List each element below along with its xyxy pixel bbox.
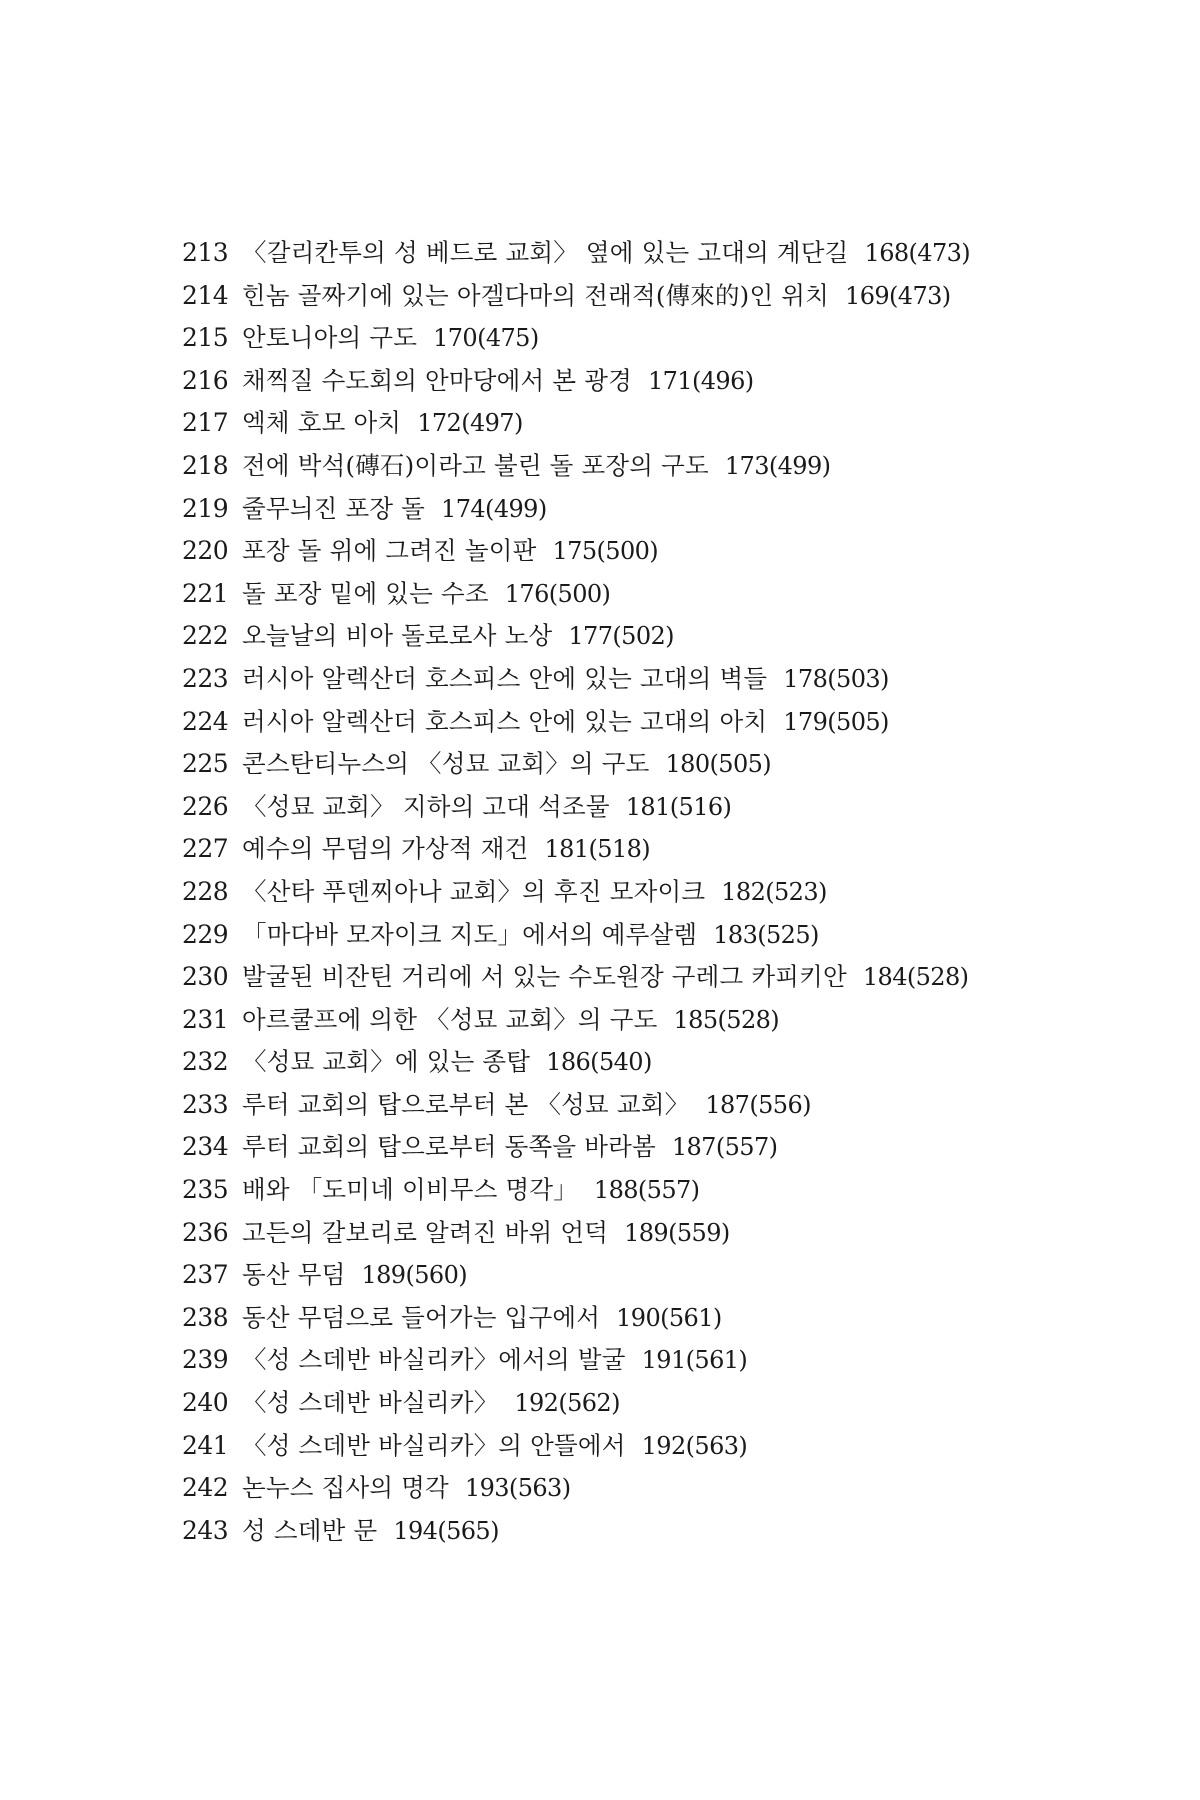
list-item: [182, 743, 1162, 786]
figure-number: 213: [182, 238, 229, 267]
list-item: [182, 275, 1162, 318]
figure-caption: 〈성 스데반 바실리카〉: [242, 1388, 499, 1418]
list-item: [182, 445, 1162, 488]
figure-caption: 〈성묘 교회〉 지하의 고대 석조물: [242, 791, 610, 821]
page-reference: 179(505): [783, 707, 889, 736]
list-item: [182, 999, 1162, 1042]
page-reference: 173(499): [724, 451, 831, 480]
page-reference: 172(497): [417, 409, 523, 438]
list-item: [182, 1169, 1162, 1212]
figure-number: 240: [182, 1388, 229, 1418]
figure-number: 218: [182, 450, 229, 480]
figure-number: 224: [182, 706, 229, 736]
page-reference: 187(557): [671, 1133, 778, 1162]
figure-number: 222: [182, 621, 229, 651]
page-reference: 170(475): [433, 324, 539, 353]
page-reference: 168(473): [864, 239, 971, 267]
figure-caption: 엑체 호모 아치: [242, 408, 402, 438]
figure-number: 231: [182, 1004, 229, 1034]
figure-number: 230: [182, 962, 229, 992]
figure-caption: 동산 무덤: [242, 1260, 346, 1290]
page-reference: 194(565): [393, 1516, 499, 1545]
figure-caption: 성 스데반 문: [242, 1515, 378, 1545]
list-item: [182, 1254, 1162, 1297]
list-item: [182, 1041, 1162, 1084]
figure-caption: 돌 포장 밑에 있는 수조: [242, 578, 489, 608]
figure-number: 236: [182, 1217, 229, 1247]
figure-caption: 힌놈 골짜기에 있는 아겔다마의 전래적(傳來的)인 위치: [242, 280, 830, 310]
figure-list: [182, 232, 1162, 1552]
figure-caption: 콘스탄티누스의 〈성묘 교회〉의 구도: [242, 749, 650, 779]
page-reference: 192(563): [641, 1431, 748, 1460]
list-item: [182, 232, 1162, 275]
page-reference: 192(562): [514, 1389, 620, 1418]
list-item: [182, 1126, 1162, 1169]
page-reference: 189(560): [361, 1261, 468, 1290]
figure-caption: 안토니아의 구도: [242, 323, 418, 353]
figure-caption: 루터 교회의 탑으로부터 동쪽을 바라봄: [242, 1132, 656, 1162]
figure-number: 232: [182, 1047, 229, 1077]
page-reference: 186(540): [546, 1048, 652, 1077]
page-reference: 189(559): [624, 1218, 730, 1247]
list-item: [182, 615, 1162, 658]
figure-caption: 포장 돌 위에 그려진 놀이판: [242, 536, 537, 566]
list-item: [182, 701, 1162, 744]
figure-caption: 줄무늬진 포장 돌: [242, 493, 426, 523]
page-reference: 184(528): [862, 963, 969, 992]
figure-number: 221: [182, 578, 229, 608]
figure-caption: 〈성 스데반 바실리카〉에서의 발굴: [242, 1345, 626, 1375]
figure-caption: 러시아 알렉산더 호스피스 안에 있는 고대의 아치: [242, 706, 768, 736]
figure-number: 226: [182, 791, 229, 821]
list-item: [182, 573, 1162, 616]
figure-caption: 〈성 스데반 바실리카〉의 안뜰에서: [242, 1430, 626, 1460]
figure-number: 229: [182, 919, 229, 949]
page-reference: 191(561): [641, 1346, 748, 1375]
figure-number: 238: [182, 1302, 229, 1332]
list-item: [182, 317, 1162, 360]
figure-number: 234: [182, 1132, 229, 1162]
page-reference: 169(473): [845, 281, 951, 310]
figure-number: 220: [182, 536, 229, 566]
page-reference: 176(500): [504, 579, 611, 608]
figure-caption: 배와 「도미네 이비무스 명각」: [242, 1175, 578, 1205]
list-item: [182, 1510, 1162, 1553]
page-reference: 183(525): [713, 920, 819, 949]
figure-caption: 루터 교회의 탑으로부터 본 〈성묘 교회〉: [242, 1089, 690, 1119]
figure-caption: 〈성묘 교회〉에 있는 종탑: [242, 1047, 531, 1077]
page-reference: 180(505): [665, 750, 772, 779]
list-item: [182, 1425, 1162, 1468]
figure-number: 233: [182, 1089, 229, 1119]
figure-number: 242: [182, 1473, 229, 1503]
figure-number: 217: [182, 408, 229, 438]
list-item: [182, 1297, 1162, 1340]
page-reference: 182(523): [721, 877, 827, 906]
list-item: [182, 402, 1162, 445]
figure-number: 216: [182, 365, 229, 395]
page-reference: 193(563): [464, 1474, 571, 1503]
list-item: [182, 871, 1162, 914]
list-item: [182, 1467, 1162, 1510]
list-item: [182, 956, 1162, 999]
page-reference: 174(499): [441, 494, 547, 523]
page-reference: 171(496): [647, 366, 754, 395]
list-item: [182, 914, 1162, 957]
figure-number: 235: [182, 1175, 229, 1205]
list-item: [182, 360, 1162, 403]
figure-number: 223: [182, 663, 229, 693]
figure-caption: 발굴된 비잔틴 거리에 서 있는 수도원장 구레그 카피키안: [242, 962, 847, 992]
figure-number: 219: [182, 493, 229, 523]
page-reference: 175(500): [552, 537, 659, 566]
list-item: [182, 1212, 1162, 1255]
figure-caption: 아르쿨프에 의한 〈성묘 교회〉의 구도: [242, 1004, 658, 1034]
list-item: [182, 658, 1162, 701]
page-reference: 190(561): [616, 1303, 722, 1332]
figure-caption: 전에 박석(磚石)이라고 불린 돌 포장의 구도: [242, 450, 709, 480]
figure-caption: 고든의 갈보리로 알려진 바위 언덕: [242, 1217, 609, 1247]
figure-number: 214: [182, 280, 229, 310]
list-item: [182, 1339, 1162, 1382]
page-reference: 181(516): [625, 792, 732, 821]
figure-caption: 「마다바 모자이크 지도」에서의 예루살렘: [242, 919, 698, 949]
figure-number: 227: [182, 834, 229, 864]
list-item: [182, 488, 1162, 531]
figure-number: 243: [182, 1515, 229, 1545]
figure-number: 215: [182, 323, 229, 353]
figure-caption: 예수의 무덤의 가상적 재건: [242, 834, 529, 864]
figure-number: 225: [182, 749, 229, 779]
page-reference: 177(502): [568, 622, 674, 651]
figure-caption: 〈산타 푸덴찌아나 교회〉의 후진 모자이크: [242, 876, 706, 906]
figure-caption: 러시아 알렉산더 호스피스 안에 있는 고대의 벽들: [242, 663, 768, 693]
page-reference: 187(556): [705, 1090, 811, 1119]
list-item: [182, 1382, 1162, 1425]
figure-caption: 채찍질 수도회의 안마당에서 본 광경: [242, 365, 632, 395]
list-item: [182, 1084, 1162, 1127]
figure-caption: 오늘날의 비아 돌로로사 노상: [242, 621, 553, 651]
figure-number: 228: [182, 876, 229, 906]
figure-caption: 논누스 집사의 명각: [242, 1473, 449, 1503]
figure-caption: 〈갈리칸투의 성 베드로 교회〉 옆에 있는 고대의 계단길: [242, 238, 849, 267]
page-reference: 188(557): [593, 1176, 700, 1205]
list-item: [182, 786, 1162, 829]
page-reference: 178(503): [783, 664, 889, 693]
page-reference: 185(528): [673, 1005, 780, 1034]
figure-number: 239: [182, 1345, 229, 1375]
list-item: [182, 530, 1162, 573]
list-item: [182, 828, 1162, 871]
figure-number: 241: [182, 1430, 229, 1460]
figure-caption: 동산 무덤으로 들어가는 입구에서: [242, 1302, 601, 1332]
figure-number: 237: [182, 1260, 229, 1290]
page-reference: 181(518): [544, 835, 651, 864]
